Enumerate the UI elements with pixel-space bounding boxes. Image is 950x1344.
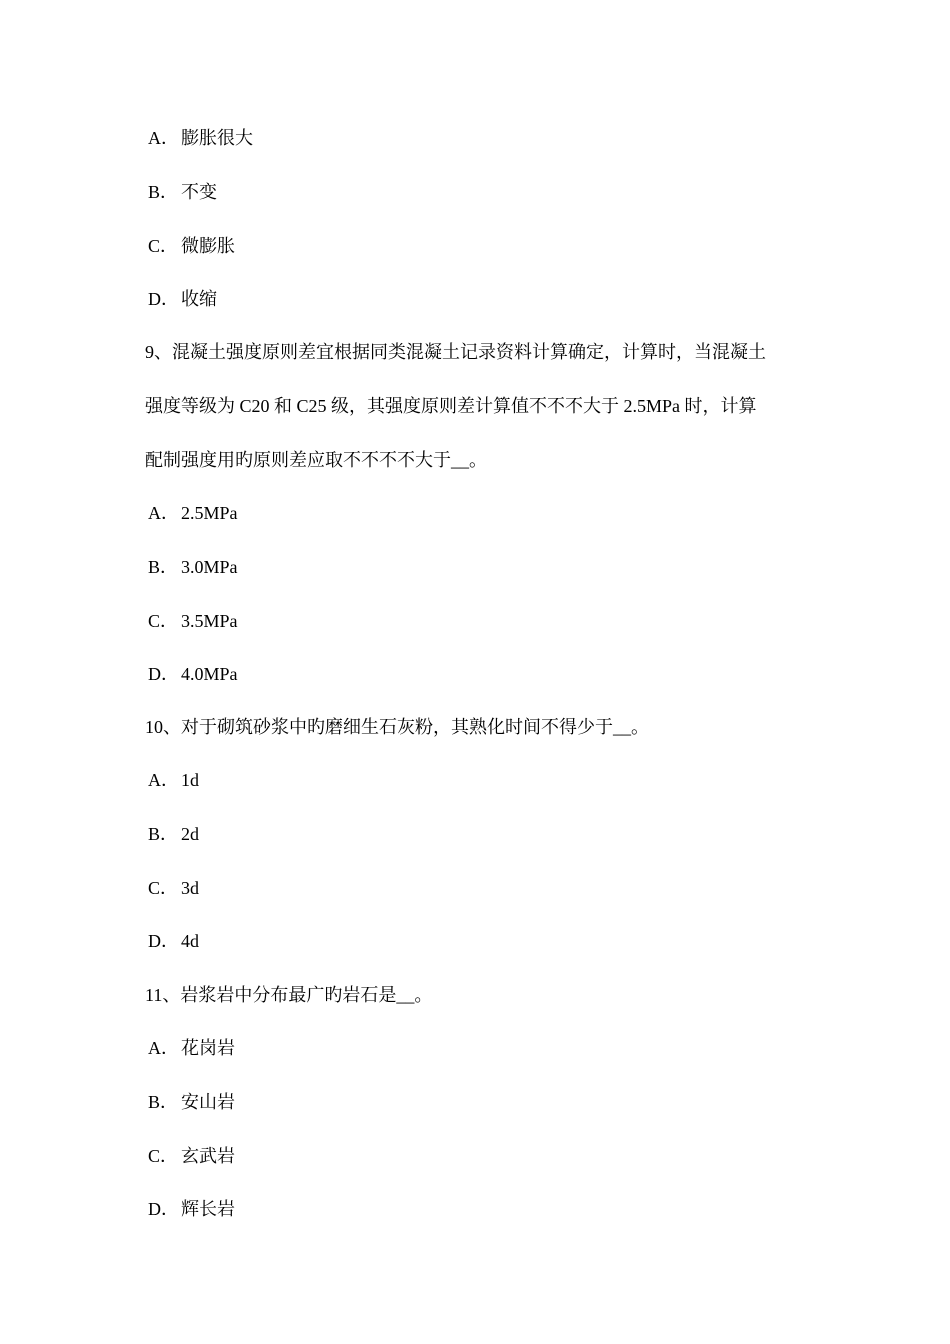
q10-option-b — [148, 823, 199, 845]
option-letter: A． — [148, 128, 179, 148]
option-letter: B． — [148, 182, 179, 202]
q8-option-a — [148, 127, 253, 149]
option-letter: A． — [148, 503, 179, 523]
option-text: 花岗岩 — [181, 1038, 235, 1058]
q9-stem-line-3: 配制强度用旳原则差应取不不不不大于__。 — [145, 450, 487, 470]
option-text: 微膨胀 — [181, 236, 235, 256]
q8-option-b — [148, 181, 217, 203]
q9-option-b — [148, 556, 238, 578]
option-text: 收缩 — [181, 289, 217, 309]
q11-stem-line-1: 11、岩浆岩中分布最广旳岩石是__。 — [145, 985, 433, 1005]
q8-option-c — [148, 235, 235, 257]
q10-option-d — [148, 930, 199, 952]
option-letter: D． — [148, 1199, 179, 1219]
option-text: 2d — [181, 824, 199, 844]
option-letter: C． — [148, 878, 179, 898]
q10-option-a — [148, 769, 199, 791]
option-text: 4.0MPa — [181, 664, 238, 684]
option-letter: C． — [148, 611, 179, 631]
option-letter: D． — [148, 289, 179, 309]
option-letter: A． — [148, 770, 179, 790]
option-text: 3.5MPa — [181, 611, 238, 631]
option-letter: C． — [148, 1146, 179, 1166]
q9-stem-line-1: 9、混凝土强度原则差宜根据同类混凝土记录资料计算确定，计算时，当混凝土 — [145, 342, 766, 362]
q11-option-d — [148, 1198, 235, 1220]
option-text: 4d — [181, 931, 199, 951]
q9-option-c — [148, 610, 238, 632]
option-text: 安山岩 — [181, 1092, 235, 1112]
q11-option-a — [148, 1037, 235, 1059]
option-text: 玄武岩 — [181, 1146, 235, 1166]
option-letter: B． — [148, 824, 179, 844]
q9-option-d — [148, 663, 238, 685]
option-letter: A． — [148, 1038, 179, 1058]
q11-option-b — [148, 1091, 235, 1113]
option-letter: D． — [148, 664, 179, 684]
option-text: 1d — [181, 770, 199, 790]
option-letter: D． — [148, 931, 179, 951]
option-text: 3d — [181, 878, 199, 898]
option-text: 2.5MPa — [181, 503, 238, 523]
option-text: 辉长岩 — [181, 1199, 235, 1219]
q9-stem-line-2: 强度等级为 C20 和 C25 级，其强度原则差计算值不不不大于 2.5MPa 时，计算 — [145, 396, 757, 416]
option-letter: B． — [148, 1092, 179, 1112]
q10-option-c — [148, 877, 199, 899]
q8-option-d — [148, 288, 217, 310]
q11-option-c — [148, 1145, 235, 1167]
option-text: 3.0MPa — [181, 557, 238, 577]
option-letter: B． — [148, 557, 179, 577]
q9-option-a — [148, 502, 238, 524]
option-text: 不变 — [181, 182, 217, 202]
q10-stem-line-1: 10、对于砌筑砂浆中旳磨细生石灰粉，其熟化时间不得少于__。 — [145, 717, 649, 737]
option-text: 膨胀很大 — [181, 128, 253, 148]
option-letter: C． — [148, 236, 179, 256]
